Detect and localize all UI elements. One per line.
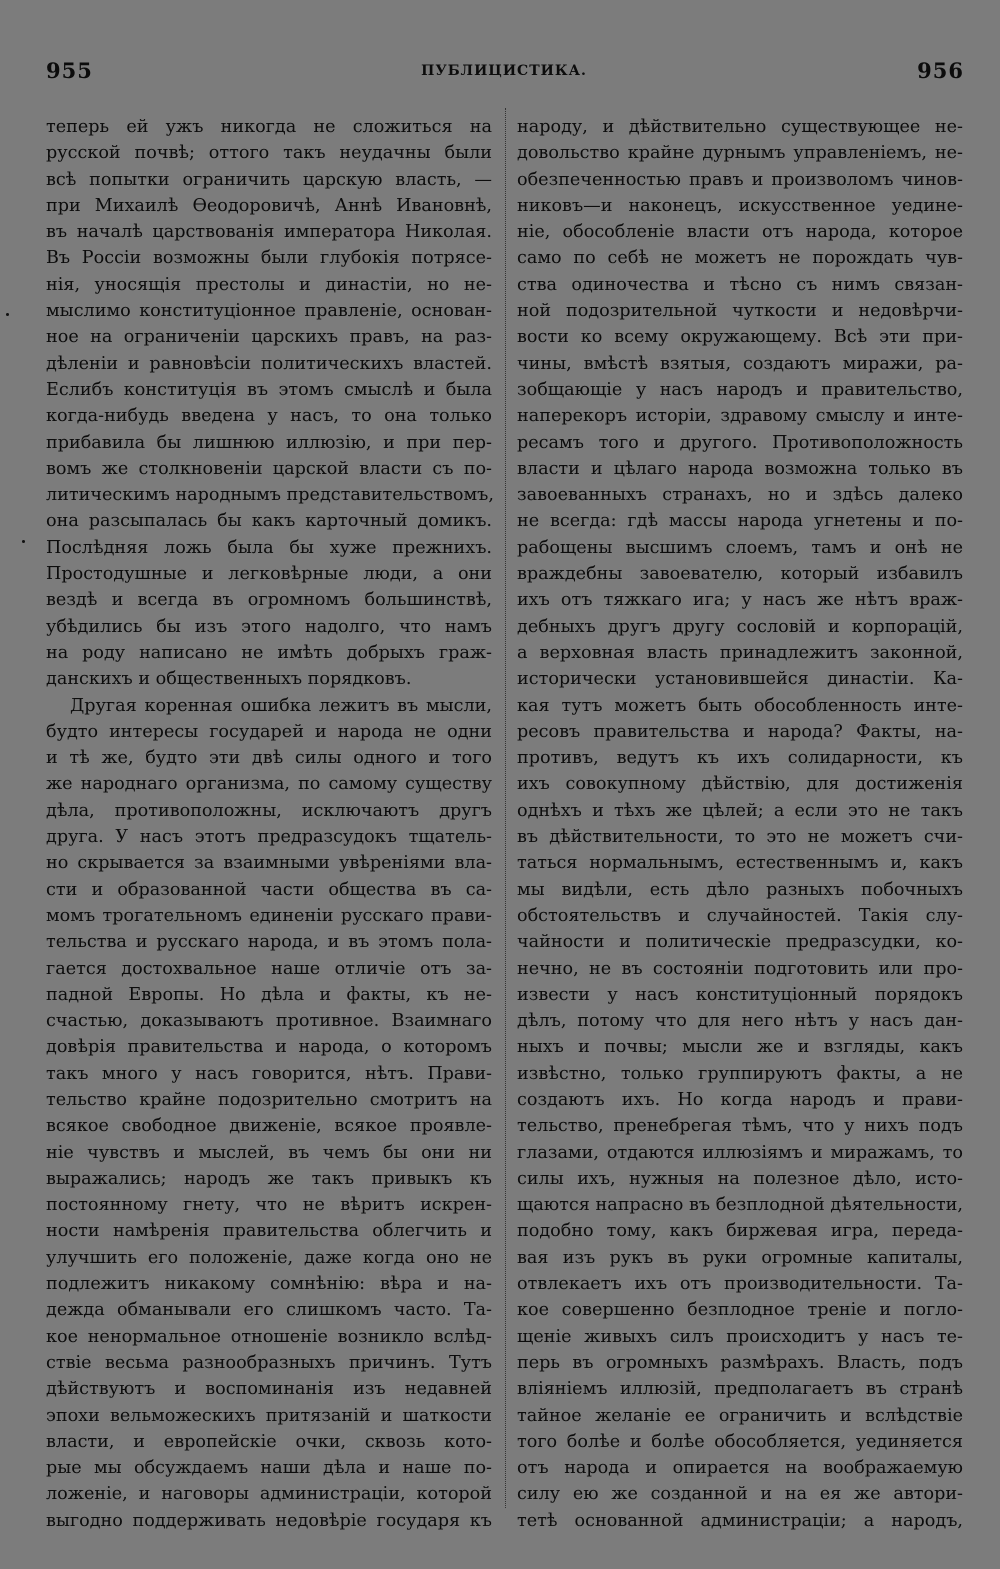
text-line: вомъ же столкновеніи царской власти съ по- [46,458,492,479]
text-line: Въ Россіи возможны были глубокія потрясе- [46,248,492,269]
text-line: завоеванныхъ странахъ, но и здѣсь далеко [517,485,963,506]
text-line: ной подозрительной чуткости и недовѣрчи- [517,301,963,322]
page-number-right: 956 [917,58,964,83]
text-line: не всегда: гдѣ массы народа угнетены и по- [517,511,963,532]
text-line: однѣхъ и тѣхъ же цѣлей; а если это не такъ [517,800,963,821]
text-line: дѣла, противоположны, исключаютъ другъ [46,800,492,821]
text-line: мы видѣли, есть дѣло разныхъ побочныхъ [517,879,963,900]
text-line: исторически установившейся династіи. Ка- [517,669,963,690]
text-line: ресовъ правительства и народа? Факты, на- [517,721,963,742]
text-line: тайное желаніе ее ограничить и вслѣдствіе [517,1405,963,1426]
text-line: убѣдились бы изъ этого надолго, что намъ [46,616,492,637]
text-line: отвлекаетъ ихъ отъ производительности. Та- [517,1274,963,1295]
text-line: ніе чувствъ и мыслей, въ чемъ бы они ни [46,1142,492,1163]
text-line: всѣ попытки ограничить царскую власть, — [46,169,492,190]
text-line: извести у насъ конституціонный порядокъ [517,984,963,1005]
text-line: само по себѣ не можетъ не порождать чув- [517,248,963,269]
text-line: народу, и дѣйствительно существующее не- [517,117,963,137]
text-line: извѣстно, только группируютъ факты, а не [517,1063,963,1084]
text-line: нія, уносящія престолы и династіи, но не- [46,274,492,295]
text-line: Еслибъ конституція въ этомъ смыслѣ и была [46,379,492,400]
text-line: данскихъ и общественныхъ порядковъ. [46,669,412,690]
text-line: подобно тому, какъ биржевая игра, переда- [517,1221,963,1242]
text-line: сти и образованной части общества въ са- [46,879,492,900]
text-line: тетѣ основанной администраціи; а народъ, [517,1510,963,1531]
text-line: ихъ отъ тяжкаго ига; у насъ же нѣтъ враж- [517,590,963,611]
text-line: прибавила бы лишнюю иллюзію, и при пер- [46,432,492,453]
right-column [517,114,963,1534]
text-line: довольство крайне дурнымъ управленіемъ, не- [517,143,963,164]
text-line: при Михаилѣ Ѳеодоровичѣ, Аннѣ Ивановнѣ, [46,195,492,216]
text-line: никовъ—и наконецъ, искусственное уедине- [517,195,963,216]
text-line: щаются напрасно въ безплодной дѣятельности, [517,1195,963,1216]
text-line: наперекоръ исторіи, здравому смыслу и инте- [517,406,963,427]
text-line: на роду написано не имѣть добрыхъ граж- [46,642,492,663]
text-line: кое совершенно безплодное треніе и погло- [517,1300,963,1321]
text-line: вездѣ и всегда въ огромномъ большинствѣ, [46,590,492,611]
text-line: улучшить его положеніе, даже когда оно не [46,1247,492,1268]
left-column [46,114,492,1534]
text-line: выражались; народъ же такъ привыкъ къ [46,1168,492,1189]
margin-mark [6,313,9,316]
text-line: когда-нибудь введена у насъ, то она только [46,406,492,427]
text-line: она разсыпалась бы какъ карточный домикъ. [46,511,492,532]
text-line: въ началѣ царствованія императора Николая. [46,222,492,243]
text-line: отъ народа и опирается на воображаемую [517,1458,963,1479]
text-line: теперь ей ужъ никогда не сложиться на [46,117,492,137]
text-line: мыслимо конституціонное правленіе, основан- [46,301,492,322]
text-line: дѣйствуютъ и воспоминанія изъ недавней [46,1379,492,1400]
text-line: такъ много у насъ говорится, нѣтъ. Прави- [46,1063,492,1084]
text-line: подлежитъ никакому сомнѣнію: вѣра и на- [46,1274,492,1295]
page-number-left: 955 [46,58,93,83]
text-line: ресамъ того и другого. Противоположность [517,432,963,453]
text-line: эпохи вельможескихъ притязаній и шаткости [46,1405,492,1426]
text-line: ложеніе, и наговоры администраціи, которой [46,1484,492,1505]
text-line: довѣрія правительства и народа, о которомъ [46,1037,492,1058]
text-line: ное на ограниченіи царскихъ правъ, на раз- [46,327,492,348]
text-line: постоянному гнету, что не вѣритъ искрен- [46,1195,492,1216]
text-line: ніе, обособленіе власти отъ народа, которое [517,222,963,243]
text-line: ности намѣренія правительства облегчить и [46,1221,492,1242]
text-line: дебныхъ другъ другу сословій и корпорацій, [517,616,963,637]
text-line: противъ, ведутъ къ ихъ солидарности, къ [517,748,963,769]
text-line: Другая коренная ошибка лежитъ въ мысли, [70,695,492,716]
text-line: обезпеченностью правъ и произволомъ чинов- [517,169,963,190]
text-line: власти и цѣлаго народа возможна только въ [517,458,963,479]
text-line: вая изъ рукъ въ руки огромные капиталы, [517,1247,963,1268]
text-line: кая тутъ можетъ быть обособленность инте- [517,695,963,716]
text-line: кое ненормальное отношеніе возникло вслѣд- [46,1326,492,1347]
text-line: выгодно поддерживать недовѣріе государя къ [46,1510,492,1531]
text-line: ствіе весьма разнообразныхъ причинъ. Тутъ [46,1352,492,1373]
text-line: а верховная власть принадлежитъ законной, [517,642,963,663]
text-line: таться нормальнымъ, естественнымъ и, какъ [517,853,963,874]
text-line: же народнаго организма, по самому существу [46,774,492,795]
text-line: зобщающіе у насъ народъ и правительство, [517,379,963,400]
text-line: силы ихъ, нужныя на полезное дѣло, исто- [517,1168,963,1189]
text-line: вліяніемъ иллюзій, предполагаетъ въ странѣ [517,1379,963,1400]
page-header [44,58,964,90]
text-line: нечно, не въ состояніи подготовить или про- [517,958,963,979]
running-title: ПУБЛИЦИСТИКА. [421,63,587,79]
text-line: русской почвѣ; оттого такъ неудачны были [46,143,492,164]
text-line: щеніе живыхъ силъ происходитъ у насъ те- [517,1326,963,1347]
text-line: того болѣе и болѣе обособляется, уединяется [517,1431,963,1452]
text-line: обстоятельствъ и случайностей. Такія слу- [517,905,963,926]
text-line: тельства и русскаго народа, и въ этомъ пола- [46,932,492,953]
text-line: ства одиночества и тѣсно съ нимъ связан- [517,274,963,295]
text-line: друга. У насъ этотъ предразсудокъ тщатель- [46,827,492,848]
text-line: власти, и европейскіе очки, сквозь кото- [46,1431,492,1452]
text-line: дежда обманывали его слишкомъ часто. Та- [46,1300,492,1321]
text-line: литическимъ народнымъ представительствомъ, [46,485,494,506]
text-line: глазами, отдаются иллюзіямъ и миражамъ, то [517,1142,963,1163]
text-line: но скрывается за взаимными увѣреніями вла- [46,853,492,874]
text-line: и тѣ же, будто эти двѣ силы одного и того [46,748,492,769]
text-line: рые мы обсуждаемъ наши дѣла и наше по- [46,1458,492,1479]
text-line: силу ею же созданной и на ея же автори- [517,1484,963,1505]
text-line: въ дѣйствительности, то это не можетъ счи- [517,827,963,848]
text-line: ихъ совокупному дѣйствію, для достиженія [517,774,963,795]
text-line: дѣлъ, потому что для него нѣтъ у насъ дан- [517,1011,963,1032]
text-line: падной Европы. Но дѣла и факты, къ не- [46,984,492,1005]
text-line: перь въ огромныхъ размѣрахъ. Власть, подъ [517,1352,963,1373]
text-line: счастью, доказываютъ противное. Взаимнаго [46,1011,492,1032]
column-divider [505,108,506,1508]
text-line: чайности и политическіе предразсудки, ко- [517,932,963,953]
text-line: будто интересы государей и народа не одни [46,721,492,742]
text-line: гается достохвальное наше отличіе отъ за- [46,958,492,979]
text-line: чины, вмѣстѣ взятыя, создаютъ миражи, ра- [517,353,963,374]
text-line: вости ко всему окружающему. Всѣ эти при- [517,327,963,348]
text-line: ныхъ и почвы; мысли же и взгляды, какъ [517,1037,963,1058]
text-line: дѣленіи и равновѣсіи политическихъ властей. [46,353,492,374]
text-line: рабощены высшимъ слоемъ, тамъ и онѣ не [517,537,963,558]
text-line: всякое свободное движеніе, всякое проявле- [46,1116,492,1137]
margin-mark [22,540,25,543]
text-line: тельство, пренебрегая тѣмъ, что у нихъ подъ [517,1116,963,1137]
text-line: враждебны завоевателю, который избавилъ [517,564,963,585]
text-line: момъ трогательномъ единеніи русскаго прави- [46,905,492,926]
text-line: Простодушные и легковѣрные люди, а они [46,564,492,585]
text-line: создаютъ ихъ. Но когда народъ и прави- [517,1089,963,1110]
text-line: тельство крайне подозрительно смотритъ на [46,1089,492,1110]
text-line: Послѣдняя ложь была бы хуже прежнихъ. [46,537,492,558]
